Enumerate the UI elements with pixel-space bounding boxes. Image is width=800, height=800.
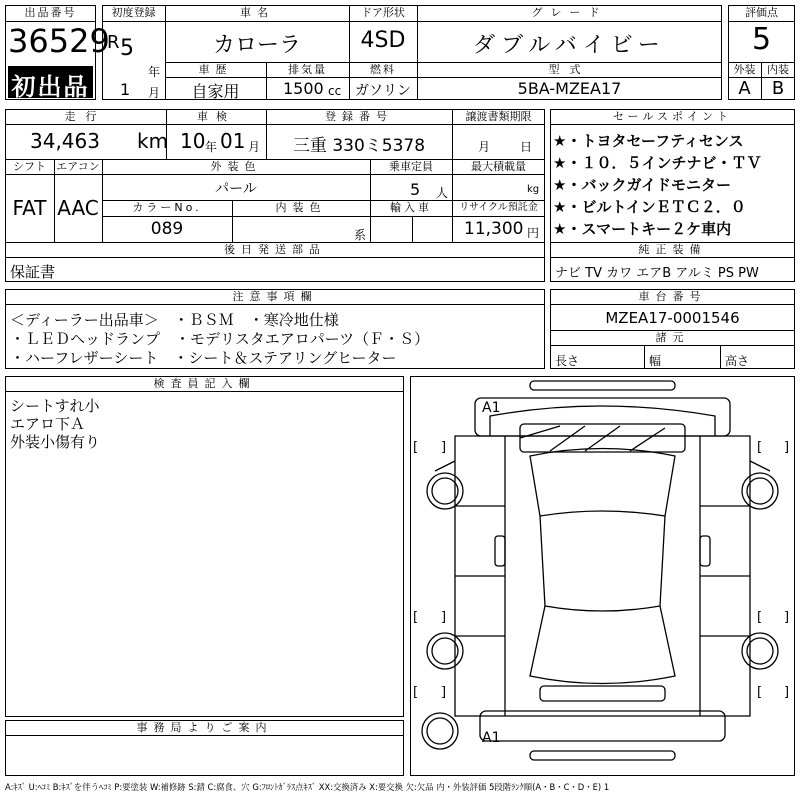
- eval-label: 評価点: [745, 6, 778, 19]
- grade-label: グレード: [531, 6, 608, 19]
- plate: 三重 330ミ5378: [292, 136, 426, 156]
- cc-unit: cc: [328, 84, 342, 98]
- inspector-label: 検査員記入欄: [153, 377, 256, 390]
- chassis-label: 車台番号: [638, 290, 707, 303]
- door-label: ドア形状: [361, 6, 405, 19]
- grade: ダブルバイビー: [473, 33, 666, 58]
- displacement-label: 排気量: [288, 63, 327, 76]
- car-name-label: 車名: [240, 6, 274, 19]
- inspect-month-unit: 月: [248, 140, 261, 154]
- import-label: 輸入車: [390, 201, 432, 214]
- inspector-line-1: シートすれ小: [10, 397, 100, 415]
- chassis-number: MZEA17-0001546: [605, 309, 740, 327]
- history-label: 車歴: [198, 63, 233, 76]
- sales-point-1: ★・トヨタセーフティセンス: [553, 132, 744, 150]
- transfer-label: 譲渡書類期限: [465, 110, 532, 123]
- inspector-line-2: エアロ下Ａ: [10, 415, 86, 433]
- reg-label: 初度登録: [111, 6, 156, 19]
- bracket-2: ]: [441, 440, 447, 455]
- ac: AAC: [57, 196, 99, 220]
- equipment: ナビ TV カワ エアB アルミ PS PW: [555, 266, 759, 281]
- bracket-1: [: [413, 440, 419, 455]
- door-type: 4SD: [360, 28, 406, 53]
- first-listing-text: 初出品: [11, 73, 90, 101]
- recycle: 11,300: [464, 219, 524, 239]
- inspect-label: 車検: [197, 110, 235, 123]
- lot-number: 36529: [8, 22, 110, 60]
- length-label: 長さ: [555, 354, 580, 368]
- load-label: 最大積載量: [471, 160, 526, 173]
- capacity-unit: 人: [436, 186, 449, 200]
- car-name: カローラ: [212, 33, 301, 58]
- color-no-label: カラーNo.: [132, 201, 202, 214]
- note-line-3: ・ハーフレザーシート ・シート＆ステアリングヒーター: [10, 349, 397, 367]
- bracket-7: [: [757, 610, 763, 625]
- dims-label: 諸元: [655, 331, 690, 344]
- damage-mark-bottom: A1: [482, 730, 501, 746]
- capacity-label: 乗車定員: [389, 160, 433, 173]
- bracket-12: ]: [784, 685, 790, 700]
- note-line-1: ＜ディーラー出品車＞ ・ＢＳＭ ・寒冷地仕様: [10, 311, 339, 329]
- shift-label: シフト: [13, 160, 46, 173]
- plate-label: 登録番号: [325, 110, 393, 123]
- color-no: 089: [150, 219, 184, 239]
- year-unit: 年: [148, 65, 161, 79]
- bracket-6: ]: [441, 610, 447, 625]
- shift: FAT: [12, 196, 47, 220]
- sales-point-3: ★・バックガイドモニター: [553, 176, 731, 194]
- sales-point-5: ★・スマートキー２ケ車内: [553, 220, 732, 238]
- reg-month: 1: [120, 80, 131, 99]
- bracket-8: ]: [784, 610, 790, 625]
- displacement: 1500: [283, 79, 324, 98]
- load-unit: kg: [527, 184, 540, 195]
- interior-label: 内装色: [275, 201, 327, 214]
- ext-label: 外装: [733, 63, 756, 76]
- width-label: 幅: [649, 354, 662, 368]
- era: R: [107, 32, 120, 53]
- transfer-month-unit: 月: [478, 140, 491, 154]
- bracket-10: ]: [441, 685, 447, 700]
- notes-label: 注意事項欄: [232, 290, 318, 303]
- inspect-year-unit: 年: [205, 140, 218, 154]
- reg-year: 5: [120, 36, 134, 61]
- mileage-label: 走行: [64, 110, 107, 123]
- height-label: 高さ: [725, 354, 750, 368]
- bracket-4: ]: [784, 440, 790, 455]
- model: 5BA-MZEA17: [517, 79, 622, 98]
- lot-label: 出品番号: [24, 6, 77, 19]
- fuel: ガソリン: [355, 83, 411, 99]
- mileage: 34,463: [30, 129, 100, 153]
- recycle-label: リサイクル預託金: [459, 202, 538, 213]
- capacity: 5: [410, 180, 421, 199]
- inspector-line-3: 外装小傷有り: [10, 433, 101, 451]
- note-line-2: ・ＬＥＤヘッドランプ ・モデリスタエアロパーツ（Ｆ・Ｓ）: [10, 330, 430, 348]
- mileage-unit: km: [137, 129, 169, 153]
- bracket-11: [: [757, 685, 763, 700]
- later-items: 保証書: [10, 263, 56, 281]
- transfer-day-unit: 日: [520, 140, 533, 154]
- inspect-year: 10: [180, 129, 206, 153]
- recycle-unit: 円: [527, 226, 540, 240]
- later-label: 後日発送部品: [224, 243, 326, 256]
- inspect-month: 01: [220, 129, 246, 153]
- office-label: 事務局よりご案内: [136, 721, 273, 734]
- eval-score: 5: [751, 22, 772, 57]
- month-unit: 月: [148, 86, 161, 100]
- sales-label: セールスポイント: [612, 110, 732, 123]
- sales-point-2: ★・１０．５インチナビ・ＴＶ: [553, 154, 762, 172]
- ext-grade: A: [738, 78, 751, 99]
- fuel-label: 燃料: [370, 63, 396, 76]
- ac-label: エアコン: [56, 160, 100, 173]
- history: 自家用: [191, 82, 240, 101]
- damage-mark-top: A1: [482, 400, 501, 416]
- bracket-5: [: [413, 610, 419, 625]
- bracket-3: [: [757, 440, 763, 455]
- color: パール: [215, 181, 257, 197]
- int-grade: B: [771, 78, 785, 99]
- car-diagram: [410, 376, 795, 776]
- bracket-9: [: [413, 685, 419, 700]
- int-label: 内装: [767, 63, 789, 76]
- color-label: 外装色: [210, 160, 262, 173]
- legend: A:ｷｽﾞ U:ﾍｺﾐ B:ｷｽﾞを伴うﾍｺﾐ P:要塗装 W:補修跡 S:錆 C:腐食、穴 G:ﾌﾛﾝﾄｶﾞﾗｽ点ｷｽﾞ XX:交換済み X:要交換 欠:欠品 内・外装評価 5段階ﾗﾝｸ順(A・B・C・D・E) 1: [5, 782, 610, 792]
- sales-point-4: ★・ビルトインＥＴＣ２．０: [553, 198, 746, 216]
- model-label: 型式: [548, 63, 591, 76]
- interior-unit: 系: [354, 228, 367, 242]
- equip-label: 純正装備: [638, 243, 707, 256]
